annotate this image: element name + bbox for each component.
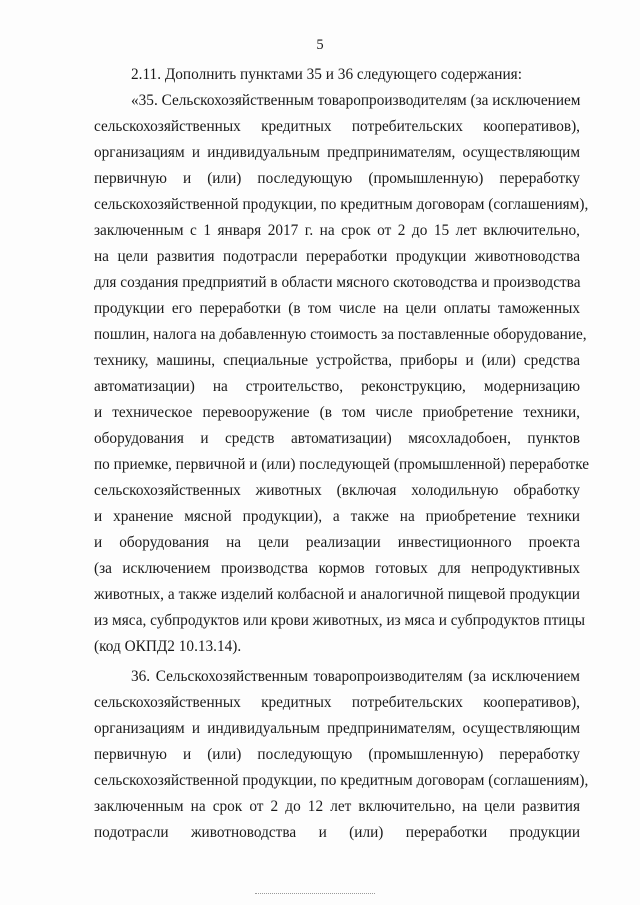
item-35-line: для создания предприятий в области мясного скотоводства и производства bbox=[94, 274, 581, 291]
scan-artifact bbox=[255, 893, 375, 896]
item-35-line: сельскохозяйственных кредитных потребительских кооперативов), bbox=[94, 118, 580, 135]
item-35-line: заключенным с 1 января 2017 г. на срок от 2 до 15 лет включительно, bbox=[94, 222, 580, 239]
item-36-line: сельскохозяйственной продукции, по кредитным договорам (соглашениям), bbox=[94, 772, 589, 789]
item-36-line: 36. Сельскохозяйственным товаропроизводителям (за исключением bbox=[131, 668, 580, 685]
item-35-line: «35. Сельскохозяйственным товаропроизводителям (за исключением bbox=[131, 92, 581, 109]
item-35-line: технику, машины, специальные устройства, приборы и (или) средства bbox=[94, 352, 580, 369]
item-35-line: на цели развития подотрасли переработки продукции животноводства bbox=[94, 248, 580, 265]
item-35-line: по приемке, первичной и (или) последующей (промышленной) переработке bbox=[94, 456, 590, 473]
item-35-line: (за исключением производства кормов готовых для непродуктивных bbox=[94, 560, 580, 577]
item-35-line: сельскохозяйственных животных (включая холодильную обработку bbox=[94, 482, 580, 499]
page-number: 5 bbox=[316, 37, 324, 53]
item-35-line: автоматизации) на строительство, реконструкцию, модернизацию bbox=[94, 378, 580, 395]
item-36-line: организациям и индивидуальным предпринимателям, осуществляющим bbox=[94, 720, 580, 737]
item-35-line: оборудования и средств автоматизации) мясохладобоен, пунктов bbox=[94, 430, 580, 447]
item-35-line: первичную и (или) последующую (промышленную) переработку bbox=[94, 170, 580, 187]
item-35-line: продукции его переработки (в том числе на цели оплаты таможенных bbox=[94, 300, 580, 317]
item-35-line: и хранение мясной продукции), а также на приобретение техники bbox=[94, 508, 580, 525]
item-35-line: (код ОКПД2 10.13.14). bbox=[94, 638, 242, 655]
paragraph-2-11-intro: 2.11. Дополнить пунктами 35 и 36 следующего содержания: bbox=[131, 66, 522, 83]
item-36-line: подотрасли животноводства и (или) переработки продукции bbox=[94, 824, 580, 841]
item-35-line: из мяса, субпродуктов или крови животных, из мяса и субпродуктов птицы bbox=[94, 612, 586, 629]
item-35-line: животных, а также изделий колбасной и аналогичной пищевой продукции bbox=[94, 586, 580, 603]
item-36-line: сельскохозяйственных кредитных потребительских кооперативов), bbox=[94, 694, 580, 711]
item-35-line: сельскохозяйственной продукции, по кредитным договорам (соглашениям), bbox=[94, 196, 589, 213]
item-35-line: и техническое перевооружение (в том числе приобретение техники, bbox=[94, 404, 580, 421]
item-36-line: первичную и (или) последующую (промышленную) переработку bbox=[94, 746, 580, 763]
item-35-line: организациям и индивидуальным предпринимателям, осуществляющим bbox=[94, 144, 580, 161]
item-36-line: заключенным на срок от 2 до 12 лет включительно, на цели развития bbox=[94, 798, 580, 815]
item-35-line: пошлин, налога на добавленную стоимость за поставленные оборудование, bbox=[94, 326, 587, 343]
item-35-line: и оборудования на цели реализации инвестиционного проекта bbox=[94, 534, 580, 551]
